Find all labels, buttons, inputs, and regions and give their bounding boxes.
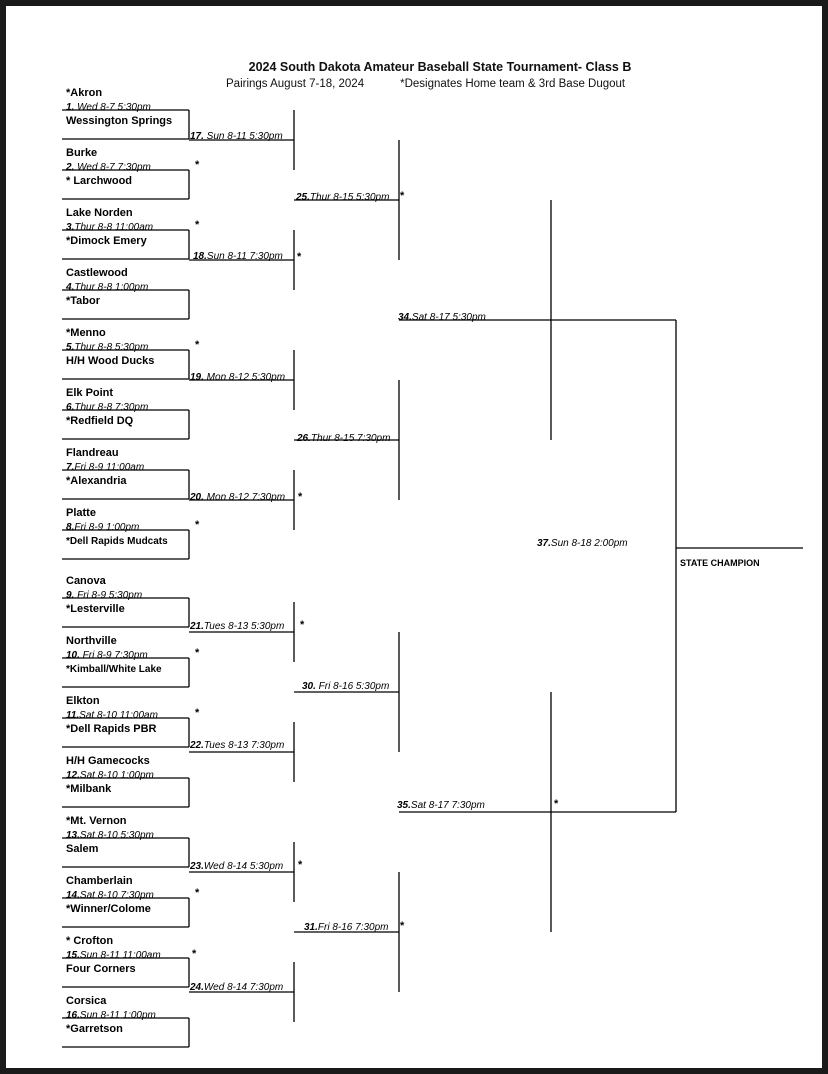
game-date-time: Sun 8-11 5:30pm [203,131,283,142]
game-date-time: Tues 8-13 7:30pm [203,740,285,751]
game-number: 30. [302,681,316,692]
game-date-time: Thur 8-8 1:00pm [74,282,149,293]
team-name: Canova [66,575,106,587]
home-mark: * [195,519,200,531]
game-date-time: Wed 8-7 5:30pm [74,102,151,113]
game-date-time: Sat 8-10 1:00pm [79,770,154,781]
home-team-note: *Designates Home team & 3rd Base Dugout [400,78,626,90]
game-number: 22. [190,740,204,751]
game-number: 4. [66,282,75,293]
game-date-time: Sat 8-17 5:30pm [411,312,486,323]
team-name: * Larchwood [66,175,133,187]
team-name: H/H Wood Ducks [66,355,155,367]
team-name: *Dell Rapids PBR [66,723,157,735]
team-name: *Garretson [66,1023,123,1035]
game-label-11 [66,710,158,721]
team-name: *Milbank [66,783,112,795]
game-label-24 [189,982,283,993]
game-label-30 [302,681,389,692]
game-label-25 [295,192,389,203]
game-label-6 [66,402,148,413]
game-date-time: Tues 8-13 5:30pm [203,621,285,632]
team-name: *Dell Rapids Mudcats [66,536,168,547]
team-name: *Winner/Colome [66,903,151,915]
game-number: 20. [190,492,204,503]
game-date-time: Sun 8-11 11:00am [79,950,161,961]
bracket-labels [65,87,760,1035]
game-label-31 [304,922,389,933]
home-mark: * [195,887,200,899]
game-label-26 [296,433,390,444]
game-number: 35. [397,800,411,811]
game-number: 14. [66,890,80,901]
team-name: Platte [66,507,96,519]
game-number: 17. [190,131,204,142]
game-label-7 [66,462,144,473]
page-title: 2024 South Dakota Amateur Baseball State Tournament- Class B [248,60,632,74]
game-date-time: Fri 8-16 7:30pm [317,922,389,933]
game-date-time: Sun 8-11 7:30pm [206,251,283,262]
game-label-34 [398,312,486,323]
game-number: 8. [66,522,75,533]
game-number: 2. [66,162,75,173]
team-name: Burke [66,147,98,159]
game-label-18 [193,251,283,262]
home-mark: * [400,920,405,932]
game-number: 26. [297,433,311,444]
game-date-time: Fri 8-9 11:00am [74,462,145,473]
game-label-17 [190,131,283,142]
home-mark: * [192,948,197,960]
team-name: *Redfield DQ [66,415,134,427]
game-date-time: Fri 8-9 1:00pm [74,522,140,533]
game-number: 7. [66,462,75,473]
game-date-time: Thur 8-15 5:30pm [309,192,390,203]
game-number: 5. [66,342,75,353]
team-name: Wessington Springs [66,115,173,127]
game-label-16 [66,1010,156,1021]
game-label-1 [66,102,151,113]
game-number: 23. [190,861,204,872]
game-date-time: Sat 8-10 11:00am [79,710,158,721]
game-number: 11. [66,710,80,721]
team-name: Northville [66,635,117,647]
home-mark: * [400,190,405,202]
game-date-time: Thur 8-15 7:30pm [310,433,391,444]
game-number: 1. [66,102,75,113]
team-name: Elk Point [66,387,114,399]
game-number: 13. [66,830,80,841]
team-name: H/H Gamecocks [66,755,150,767]
home-mark: * [298,491,303,503]
game-label-4 [65,282,148,293]
home-mark: * [554,798,559,810]
game-date-time: Thur 8-8 7:30pm [74,402,149,413]
team-name: *Kimball/White Lake [66,664,162,675]
game-label-12 [66,770,154,781]
game-label-10 [66,650,148,661]
game-number: 6. [66,402,75,413]
home-mark: * [195,339,200,351]
team-name: *Alexandria [66,475,127,487]
game-date-time: Wed 8-14 5:30pm [203,861,284,872]
team-name: *Menno [66,327,106,339]
game-date-time: Fri 8-16 5:30pm [315,681,390,692]
game-label-9 [66,590,142,601]
game-date-time: Sat 8-10 5:30pm [79,830,154,841]
game-number: 19. [190,372,204,383]
game-number: 24. [190,982,204,993]
game-date-time: Sat 8-10 7:30pm [79,890,154,901]
game-label-20 [189,492,285,503]
team-name: *Tabor [66,295,101,307]
state-champion-label: STATE CHAMPION [680,558,760,568]
game-date-time: Thur 8-8 5:30pm [74,342,149,353]
team-name: Corsica [66,995,107,1007]
game-label-37 [537,538,628,549]
game-label-3 [66,222,153,233]
game-date-time: Wed 8-7 7:30pm [74,162,151,173]
game-label-19 [190,372,285,383]
home-mark: * [195,219,200,231]
game-number: 37. [537,538,551,549]
home-mark: * [298,859,303,871]
home-mark: * [297,251,302,263]
team-name: Salem [66,843,99,855]
game-label-13 [66,830,154,841]
team-name: *Mt. Vernon [66,815,127,827]
game-number: 25. [296,192,310,203]
game-date-time: Mon 8-12 7:30pm [203,492,286,503]
game-date-time: Fri 8-9 7:30pm [79,650,148,661]
game-number: 16. [66,1010,80,1021]
pairings-dates: Pairings August 7-18, 2024 [226,78,365,90]
game-label-5 [66,342,148,353]
game-number: 18. [193,251,207,262]
team-name: Four Corners [66,963,136,975]
game-label-2 [65,162,151,173]
game-label-23 [189,861,283,872]
game-date-time: Wed 8-14 7:30pm [203,982,284,993]
home-mark: * [300,619,305,631]
game-date-time: Sun 8-11 1:00pm [79,1010,156,1021]
game-label-35 [397,800,485,811]
game-date-time: Sat 8-17 7:30pm [410,800,485,811]
game-number: 12. [66,770,80,781]
game-number: 31. [304,922,318,933]
home-mark: * [195,707,200,719]
game-date-time: Fri 8-9 5:30pm [74,590,143,601]
game-label-22 [189,740,284,751]
team-name: *Lesterville [66,603,125,615]
game-number: 21. [190,621,204,632]
game-label-15 [66,950,161,961]
team-name: Lake Norden [66,207,133,219]
team-name: Elkton [66,695,100,707]
game-number: 3. [66,222,75,233]
team-name: * Crofton [66,935,114,947]
team-name: Castlewood [66,267,128,279]
game-date-time: Thur 8-8 11:00am [74,222,154,233]
game-number: 34. [398,312,412,323]
game-label-14 [66,890,154,901]
bracket-lines [62,110,803,1047]
team-name: Flandreau [66,447,119,459]
home-mark: * [195,647,200,659]
team-name: *Akron [66,87,103,99]
team-name: Chamberlain [66,875,133,887]
team-name: *Dimock Emery [66,235,147,247]
game-number: 9. [66,590,75,601]
game-number: 10. [66,650,80,661]
game-date-time: Mon 8-12 5:30pm [203,372,286,383]
home-mark: * [195,159,200,171]
game-date-time: Sun 8-18 2:00pm [550,538,628,549]
game-label-8 [66,522,139,533]
game-number: 15. [66,950,80,961]
game-label-21 [189,621,284,632]
